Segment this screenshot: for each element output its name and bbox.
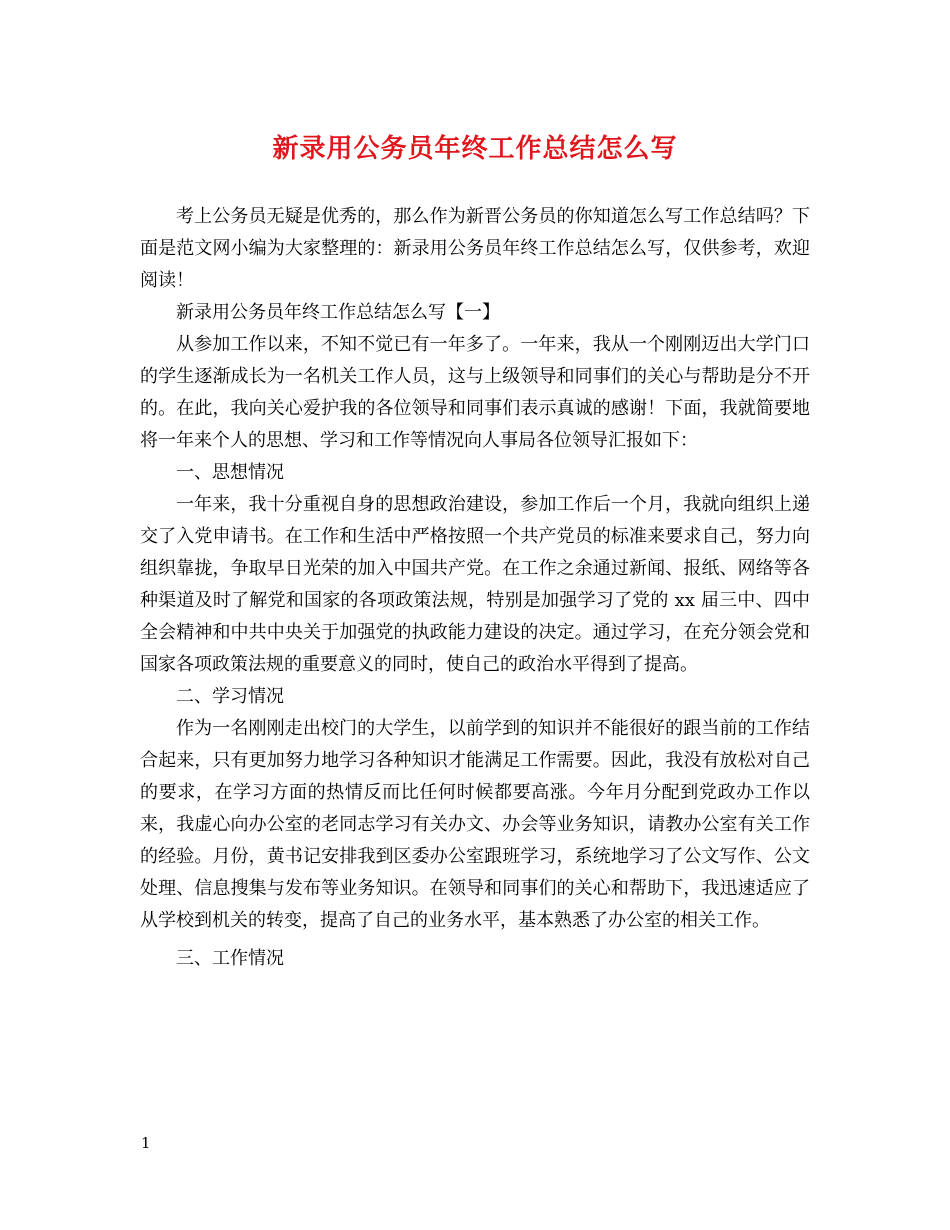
heading-study: 二、学习情况	[176, 686, 284, 707]
page-number: 1	[141, 1134, 151, 1152]
heading-work: 三、工作情况	[176, 948, 284, 969]
thought-paragraph: 一年来，我十分重视自身的思想政治建设，参加工作后一个月，我就向组织上递交了入党申请书。在工作和生活中严格按照一个共产党员的标准来要求自己，努力向组织靠拢，争取早日光荣的加入中国共产党。在工作之余通过新闻、报纸、网络等各种渠道及时了解党和国家的各项政策法规，特别是加强学习了党的 xx 届三中、四中全会精神和中共中央关于加强党的执政能力建设的决定。通过学习，在充分领会党和国家各项政策法规的重要意义的同时，使自己的政治水平得到了提高。	[140, 494, 810, 675]
opening-paragraph: 从参加工作以来，不知不觉已有一年多了。一年来，我从一个刚刚迈出大学门口的学生逐渐成长为一名机关工作人员，这与上级领导和同事们的关心与帮助是分不开的。在此，我向关心爱护我的各位领导和同事们表示真诚的感谢！下面，我就简要地将一年来个人的思想、学习和工作等情况向人事局各位领导汇报如下：	[140, 334, 810, 451]
document-title: 新录用公务员年终工作总结怎么写	[272, 134, 678, 164]
study-paragraph: 作为一名刚刚走出校门的大学生，以前学到的知识并不能很好的跟当前的工作结合起来，只有更加努力地学习各种知识才能满足工作需要。因此，我没有放松对自己的要求，在学习方面的热情反而比任何时候都要高涨。今年月分配到党政办工作以来，我虚心向办公室的老同志学习有关办文、办会等业务知识，请教办公室有关工作的经验。月份，黄书记安排我到区委办公室跟班学习，系统地学习了公文写作、公文处理、信息搜集与发布等业务知识。在领导和同事们的关心和帮助下，我迅速适应了从学校到机关的转变，提高了自己的业务水平，基本熟悉了办公室的相关工作。	[140, 718, 810, 931]
heading-thought: 一、思想情况	[176, 462, 284, 483]
document-body	[140, 201, 810, 975]
intro-paragraph: 考上公务员无疑是优秀的，那么作为新晋公务员的你知道怎么写工作总结吗？下面是范文网小编为大家整理的：新录用公务员年终工作总结怎么写，仅供参考，欢迎阅读！	[140, 206, 810, 291]
section-heading-part-one: 新录用公务员年终工作总结怎么写【一】	[176, 302, 500, 323]
